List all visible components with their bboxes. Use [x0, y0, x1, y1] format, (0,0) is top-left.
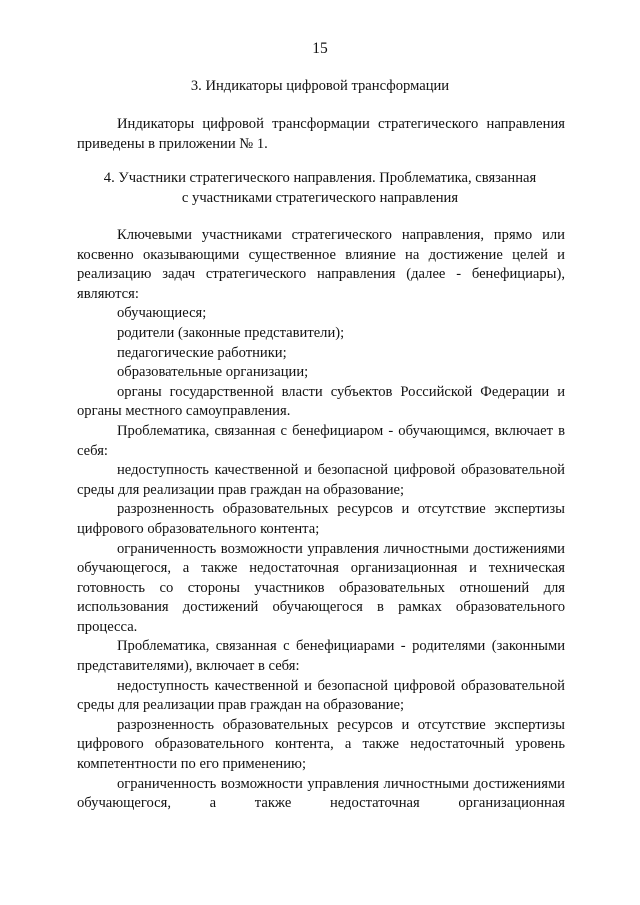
list-item-organizations: образовательные организации;	[117, 364, 309, 381]
section-4-heading-line-2: с участниками стратегического направления	[181, 189, 459, 206]
problem-item-2: разрозненность образовательных ресурсов и отсутствие экспертизы цифрового образовательного контента;	[77, 501, 565, 537]
section-4-heading-line-1: 4. Участники стратегического направления. Проблематика, связанная	[103, 170, 537, 186]
list-item-parents: родители (законные представители);	[117, 324, 345, 341]
parent-problem-item-1: недоступность качественной и безопасной цифровой образовательной среды для реализации прав граждан на образование;	[77, 677, 565, 714]
problem-item-3: ограниченность возможности управления личностными достижениями обучающегося, а также недостаточная организационная и техническая готовность со стороны участников образовательных отношений для использования достижений обучающегося в рамках образовательного процесса.	[77, 540, 565, 635]
section-3-heading: 3. Индикаторы цифровой трансформации	[190, 78, 450, 94]
list-item-authorities: органы государственной власти субъектов Российской Федерации и органы местного самоуправления.	[77, 383, 565, 420]
section-4-heading	[60, 169, 580, 208]
paragraph-key-participants: Ключевыми участниками стратегического направления, прямо или косвенно оказывающими существенное влияние на достижение целей и реализацию задач стратегического направления (далее - бенефициары), являются:	[77, 227, 565, 302]
section-3-paragraph: Индикаторы цифровой трансформации стратегического направления приведены в приложении № 1.	[77, 116, 565, 152]
paragraph-student-problems: Проблематика, связанная с бенефициаром - обучающимся, включает в себя:	[77, 422, 565, 459]
section-4-body	[77, 226, 565, 814]
list-item-teachers: педагогические работники;	[117, 344, 287, 361]
problem-item-1: недоступность качественной и безопасной цифровой образовательной среды для реализации прав граждан на образование;	[77, 462, 565, 498]
parent-problem-item-3: ограниченность возможности управления личностными достижениями обучающегося, а также недостаточная организационная	[77, 775, 565, 812]
parent-problem-item-2: разрозненность образовательных ресурсов и отсутствие экспертизы цифрового образовательного контента, а также недостаточный уровень компетентности по его применению;	[77, 716, 565, 773]
list-item-students: обучающиеся;	[117, 305, 207, 322]
page-number: 15	[312, 40, 328, 57]
section-3-body	[77, 115, 565, 154]
paragraph-parent-problems: Проблематика, связанная с бенефициарами - родителями (законными представителями), включает в себя:	[77, 638, 565, 675]
